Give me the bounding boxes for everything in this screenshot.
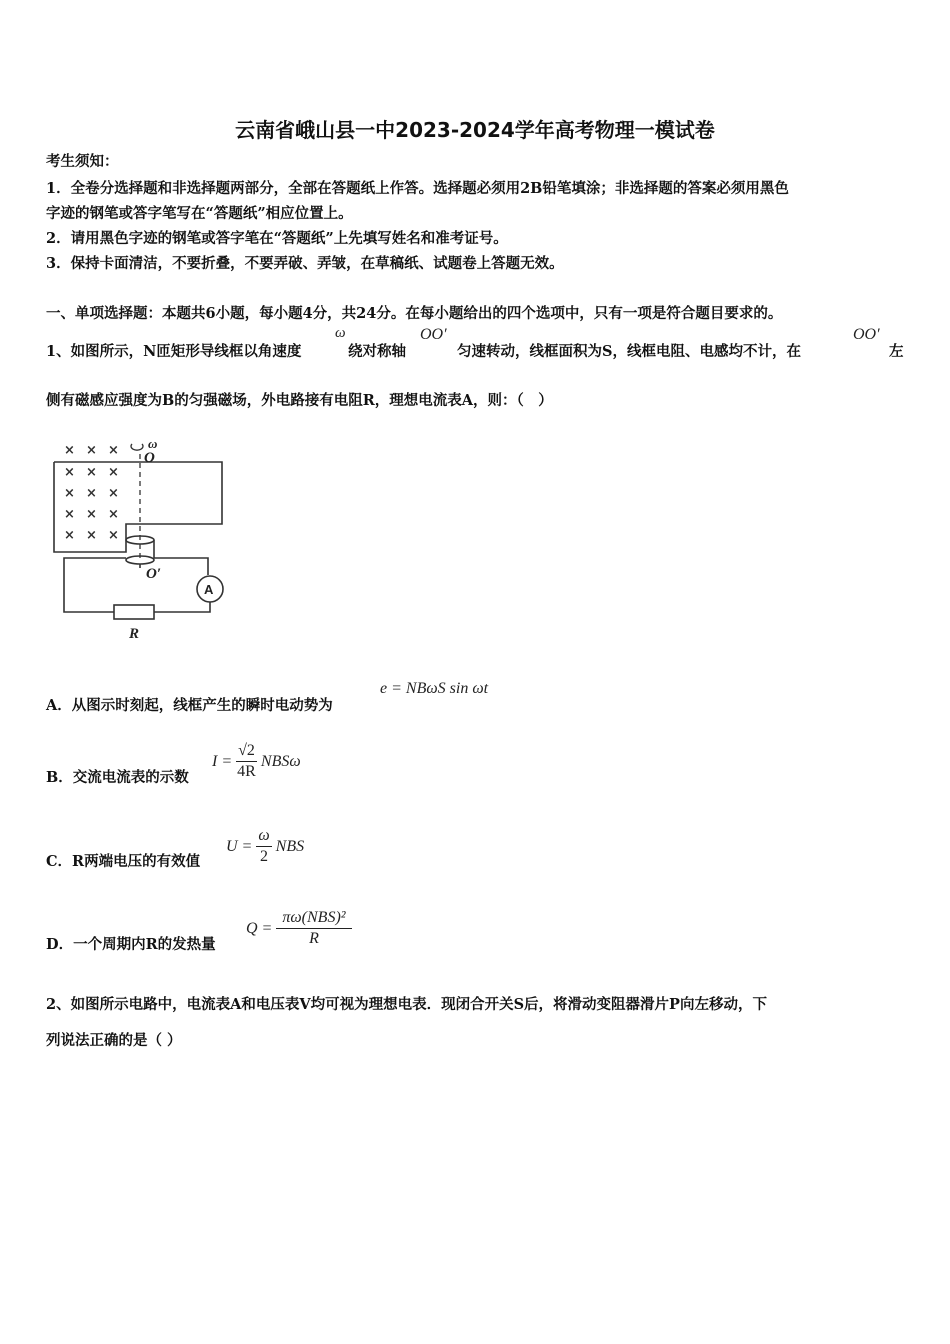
axis-symbol: OO′ [420,326,447,343]
fig-omega-label: ω [148,436,158,451]
field-cross: × [86,507,97,522]
q1-stem-part4: 左 [889,343,904,360]
option-d-lhs: Q = [246,919,273,937]
field-cross: × [108,528,119,543]
option-a-text: A．从图示时刻起，线框产生的瞬时电动势为 [46,697,333,714]
option-b-formula [212,741,301,782]
notice-item-1-cont: 字迹的钢笔或答字笔写在“答题纸”相应位置上。 [46,205,353,222]
notice-item-3: 3．保持卡面清洁，不要折叠，不要弄破、弄皱，在草稿纸、试题卷上答题无效。 [46,255,564,272]
omega-symbol: ω [335,325,346,341]
page-title: 云南省峨山县一中2023-2024学年高考物理一模试卷 [235,118,715,142]
q1-stem-part3: 匀速转动，线框面积为S，线框电阻、电感均不计，在 [457,343,801,360]
option-d-denominator: R [309,930,319,947]
field-cross: × [64,528,75,543]
field-cross: × [86,486,97,501]
notice-heading: 考生须知： [46,153,119,170]
option-c-denominator: 2 [260,848,268,865]
field-cross: × [86,465,97,480]
field-cross: × [64,465,75,480]
option-b-text: B．交流电流表的示数 [46,769,189,786]
q1-stem-part1: 1、如图所示，N匝矩形导线框以角速度 [46,343,302,360]
option-c-text: C．R两端电压的有效值 [46,853,201,870]
option-b-numerator: √2 [236,741,257,762]
fig-resistor-label: R [129,626,140,642]
option-b-rest: NBSω [260,752,301,770]
field-cross: × [108,443,119,458]
axis-symbol-2: OO′ [853,326,880,343]
ammeter-label: A [204,582,214,597]
q2-stem-line1: 2、如图所示电路中，电流表A和电压表V均可视为理想电表．现闭合开关S后，将滑动变阻器滑片P向左移动，下 [46,996,767,1013]
fig-o-top: O [144,450,155,466]
field-cross: × [64,486,75,501]
q1-stem-part2: 绕对称轴 [348,343,406,360]
option-d-text: D．一个周期内R的发热量 [46,936,216,953]
section-heading: 一、单项选择题：本题共6小题，每小题4分，共24分。在每小题给出的四个选项中，只有一项是符合题目要求的。 [46,305,783,322]
field-cross: × [108,486,119,501]
option-b-denominator: 4R [237,763,256,780]
field-cross: × [108,507,119,522]
field-crosses [64,443,119,543]
circuit-figure [44,432,234,644]
notice-item-1: 1．全卷分选择题和非选择题两部分，全部在答题纸上作答。选择题必须用2B铅笔填涂；非选择题的答案必须用黑色 [46,180,789,197]
field-cross: × [108,465,119,480]
option-b-lhs: I = [212,752,233,770]
fig-o-bottom: O′ [146,566,162,582]
option-d-formula [246,908,352,949]
rotation-arrow-icon [131,444,143,450]
field-cross: × [64,507,75,522]
option-d-numerator: πω(NBS)² [276,908,351,929]
option-c-numerator: ω [256,826,271,847]
option-c-rest: NBS [275,837,305,855]
option-a-formula: e = NBωS sin ωt [380,680,489,697]
option-c-formula [226,826,304,867]
field-cross: × [86,528,97,543]
q2-stem-line2: 列说法正确的是（ ） [46,1032,182,1049]
notice-item-2: 2．请用黑色字迹的钢笔或答字笔在“答题纸”上先填写姓名和准考证号。 [46,230,508,247]
field-cross: × [86,443,97,458]
q1-stem-line2: 侧有磁感应强度为B的匀强磁场，外电路接有电阻R，理想电流表A，则：（ ） [46,392,553,409]
option-c-lhs: U = [226,837,253,855]
field-cross: × [64,443,75,458]
